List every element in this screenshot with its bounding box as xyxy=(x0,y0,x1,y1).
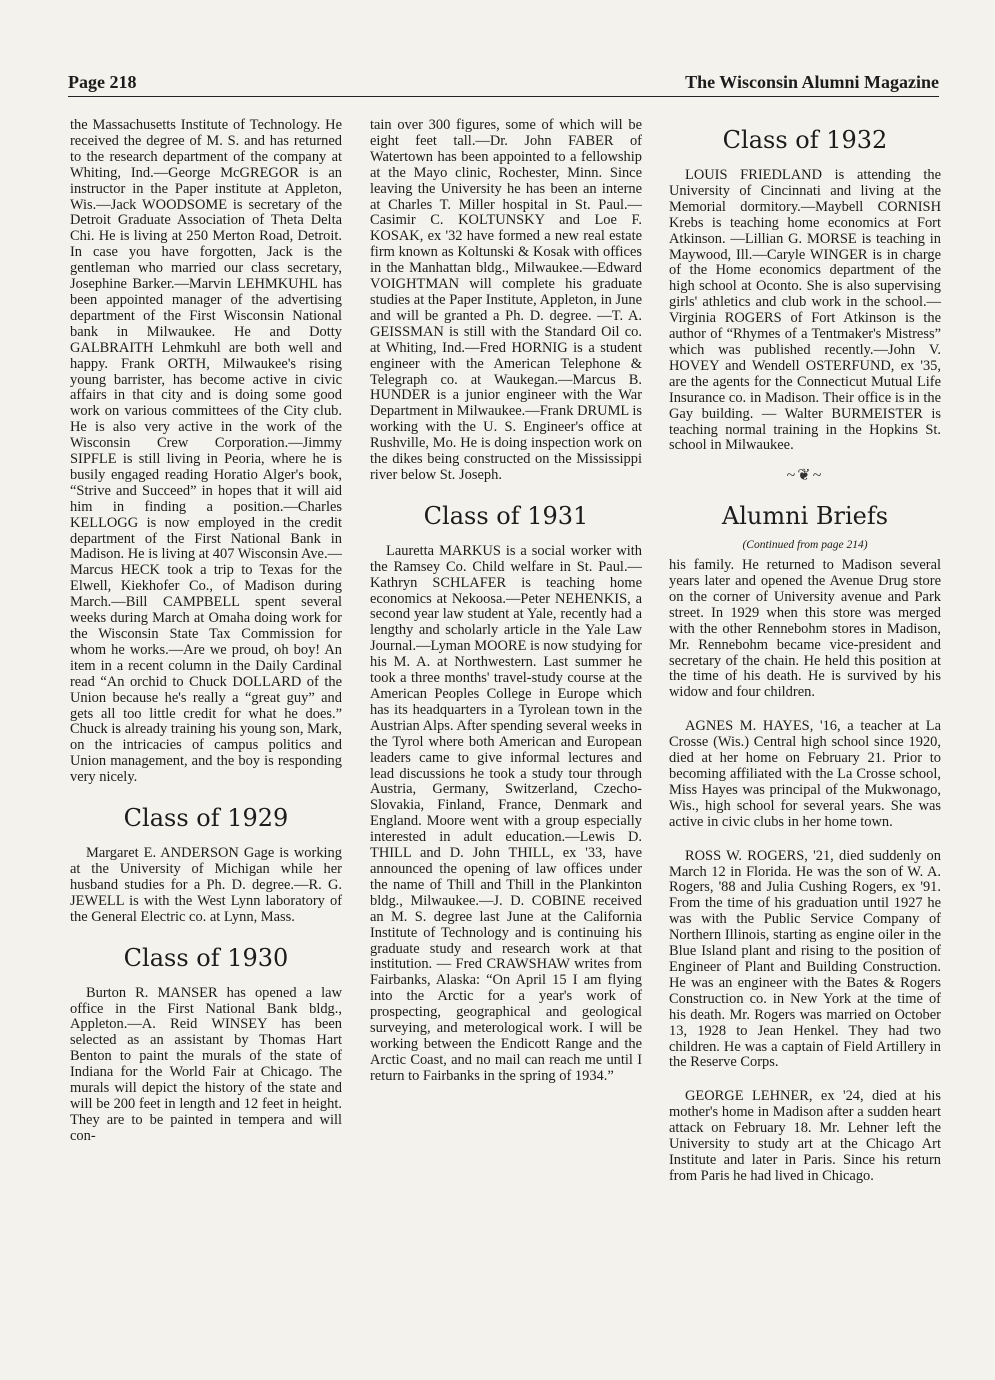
brief-rennebohm: his family. He returned to Madison several years later and opened the Avenue Drug store on the corner of University avenue and Park street. In 1929 when this store was merged with the other Rennebohm stores in Madison, Mr. Rennebohm became vice-president and secretary of the chain. He held this position at the time of his death. He is survived by his widow and four children. xyxy=(669,557,941,701)
page-number: Page 218 xyxy=(68,72,137,92)
column-2 xyxy=(370,118,642,1099)
class-1930-notes-continued: tain over 300 figures, some of which will be eight feet tall.—Dr. John FABER of Watertown has been appointed to a fellowship at the Mayo clinic, Rochester, Minn. Since leaving the University he has been an interne at Charles T. Miller hospital in St. Paul.—Casimir C. KOLTUNSKY and Loe F. KOSAK, ex '32 have formed a new real estate firm known as Koltunski & Kosak with offices in the Manhattan bldg., Milwaukee.—Edward VOIGHTMAN will complete his graduate studies at the Paper Institute, Appleton, in June and will be granted a Ph. D. degree. —T. A. GEISSMAN is still with the Standard Oil co. at Whiting, Ind.—Fred HORNIG is a student engineer with the American Telephone & Telegraph co. at Waukegan.—Marcus B. HUNDER is a junior engineer with the War Department in Milwaukee.—Frank DRUML is working with the U. S. Engineer's office at Rushville, Mo. He is doing inspection work on the dikes being constructed on the Mississippi river below St. Joseph. xyxy=(370,117,642,483)
class-1929-notes: Margaret E. ANDERSON Gage is working at the University of Michigan while her husband studies for a Ph. D. degree.—R. G. JEWELL is with the West Lynn laboratory of the General Electric co. at Lynn, Mass. xyxy=(70,845,342,925)
heading-alumni-briefs: Alumni Briefs xyxy=(721,502,889,531)
class-1932-notes: LOUIS FRIEDLAND is attending the University of Cincinnati and living at the Memorial dormitory.—Maybell CORNISH Krebs is teaching home economics at Fort Atkinson. —Lillian G. MORSE is teaching in Maywood, Ill.—Caryle WINGER is in charge of the Home economics department of the high school at Oconto. She is also supervising girls' athletics and club work in the school.—Virginia ROGERS of Fort Atkinson is the author of “Rhymes of a Tentmaker's Mistress” which was published recently.—John V. HOVEY and Wendell OSTERFUND, ex '35, are the agents for the Connecticut Mutual Life Insurance co. in Madison. Their office is in the Gay building. — Walter BURMEISTER is teaching normal training in the Hopkins St. school in Milwaukee. xyxy=(669,167,941,454)
brief-george-lehner: GEORGE LEHNER, ex '24, died at his mother's home in Madison after a sudden heart attack on February 18. Mr. Lehner left the University to study art at the Chicago Art Institute and later in Paris. Since his return from Paris he had lived in Chicago. xyxy=(669,1088,941,1184)
heading-class-1932: Class of 1932 xyxy=(722,126,888,154)
heading-class-1930: Class of 1930 xyxy=(123,943,289,972)
heading-class-1929: Class of 1929 xyxy=(123,804,289,833)
class-1930-notes: Burton R. MANSER has opened a law office in the First National Bank bldg., Appleton.—A. Reid WINSEY has been selected as an assistant by Thomas Hart Benton to paint the murals of the state of Indiana for the World Fair at Chicago. The murals will depict the history of the state and will be 200 feet in length and 12 feet in height. They are to be painted in tempera and will con- xyxy=(70,984,342,1144)
class-1928-notes: the Massachusetts Institute of Technology. He received the degree of M. S. and has returned to the research department of the company at Whiting, Ind.—George McGREGOR is an instructor in the Paper institute at Appleton, Wis.—Jack WOODSOME is secretary of the Detroit Graduate Association of Theta Delta Chi. He is living at 250 Merton Road, Detroit. In case you have forgotten, Jack is the gentleman who married our class secretary, Josephine Barker.—Marvin LEHMKUHL has been appointed manager of the advertising department of the First Wisconsin National bank in Milwaukee. He and Dotty GALBRAITH Lehmkuhl are both well and happy. Frank ORTH, Milwaukee's rising young barrister, has become active in civic affairs in that city and is doing some good work on various committees of the City club. He is also very active in the work of the Wisconsin Crew Corporation.—Jimmy SIPFLE is still living in Peoria, where he is busily engaged reading Horatio Alger's book, “Strive and Succeed” in hopes that it will aid him in finding a position.—Charles KELLOGG is now employed in the credit department of the First National Bank in Madison. He is living at 407 Wisconsin Ave.—Marcus HECK took a trip to Texas for the Elwell, Kiekhofer Co., of Madison during March.—Bill CAMPBELL spent several weeks during March at Omaha doing work for the Wisconsin State Tax Commission for whom he works.—Are we proud, oh boy! An item in a recent column in the Daily Cardinal read “An orchid to Chuck DOLLARD of the Union because he's really a “great guy” and gets all too little credit for what he does.” Chuck is already training his young son, Mark, on the intricacies of campus politics and Union management, and the boy is responding very nicely. xyxy=(70,117,342,786)
page-header xyxy=(68,70,939,97)
heading-class-1931: Class of 1931 xyxy=(423,501,589,530)
ornament-divider: ~❦~ xyxy=(786,467,824,485)
column-1 xyxy=(70,118,342,1159)
brief-agnes-hayes: AGNES M. HAYES, '16, a teacher at La Crosse (Wis.) Central high school since 1920, died at her home on February 21. Prior to becoming affiliated with the La Crosse school, Miss Hayes was principal of the Mukwonago, Wis., high school for several years. She was active in civic clubs in her home town. xyxy=(669,718,941,830)
magazine-title: The Wisconsin Alumni Magazine xyxy=(685,72,939,92)
continued-note: (Continued from page 214) xyxy=(742,539,868,552)
class-1931-notes: Lauretta MARKUS is a social worker with the Ramsey Co. Child welfare in St. Paul.—Kathryn SCHLAFER is teaching home economics at Nekoosa.—Peter NEHENKIS, a second year law student at Yale, recently had a lengthy and scholarly article in the Yale Law Journal.—Lyman MOORE is now studying for his M. A. at Northwestern. Last summer he took a three months' travel-study course at the American Peoples College in Europe which has its headquarters in a Tyrolean town in the Austrian Alps. After spending several weeks in the Tyrol where both American and European leaders came to give informal lectures and lead discussions he took a study tour through Austria, Germany, Switzerland, Czecho-Slovakia, Finland, France, Denmark and England. Moore went with a group especially interested in adult education.—Lewis D. THILL and D. John THILL, ex '33, have announced the opening of law offices under the name of Thill and Thill in the Plankinton bldg., Milwaukee.—J. D. COBINE received an M. S. degree last June at the California Institute of Technology and is continuing his graduate study and research work at that institution. — Fred CRAWSHAW writes from Fairbanks, Alaska: “On April 15 I am flying into the Arctic for a year's work of prospecting, geographical and geological surveying, and meterological work. I will be working between the Endicott Range and the Arctic Coast, and no mail can reach me until I return to Fairbanks in the spring of 1934.” xyxy=(370,542,642,1084)
brief-ross-rogers: ROSS W. ROGERS, '21, died suddenly on March 12 in Florida. He was the son of W. A. Rogers, '88 and Julia Cushing Rogers, ex '91. From the time of his graduation until 1927 he was with the Public Service Company of Northern Illinois, starting as engine oiler in the Blue Island plant and rising to the position of Engineer of Plant and Building Construction. He was an engineer with the Bates & Rogers Construction co. in New York at the time of his death. Mr. Rogers was married on October 13, 1928 to Jean Henkel. They had two children. He was a captain of Field Artillery in the Reserve Corps. xyxy=(669,847,941,1071)
column-3 xyxy=(669,118,941,1199)
